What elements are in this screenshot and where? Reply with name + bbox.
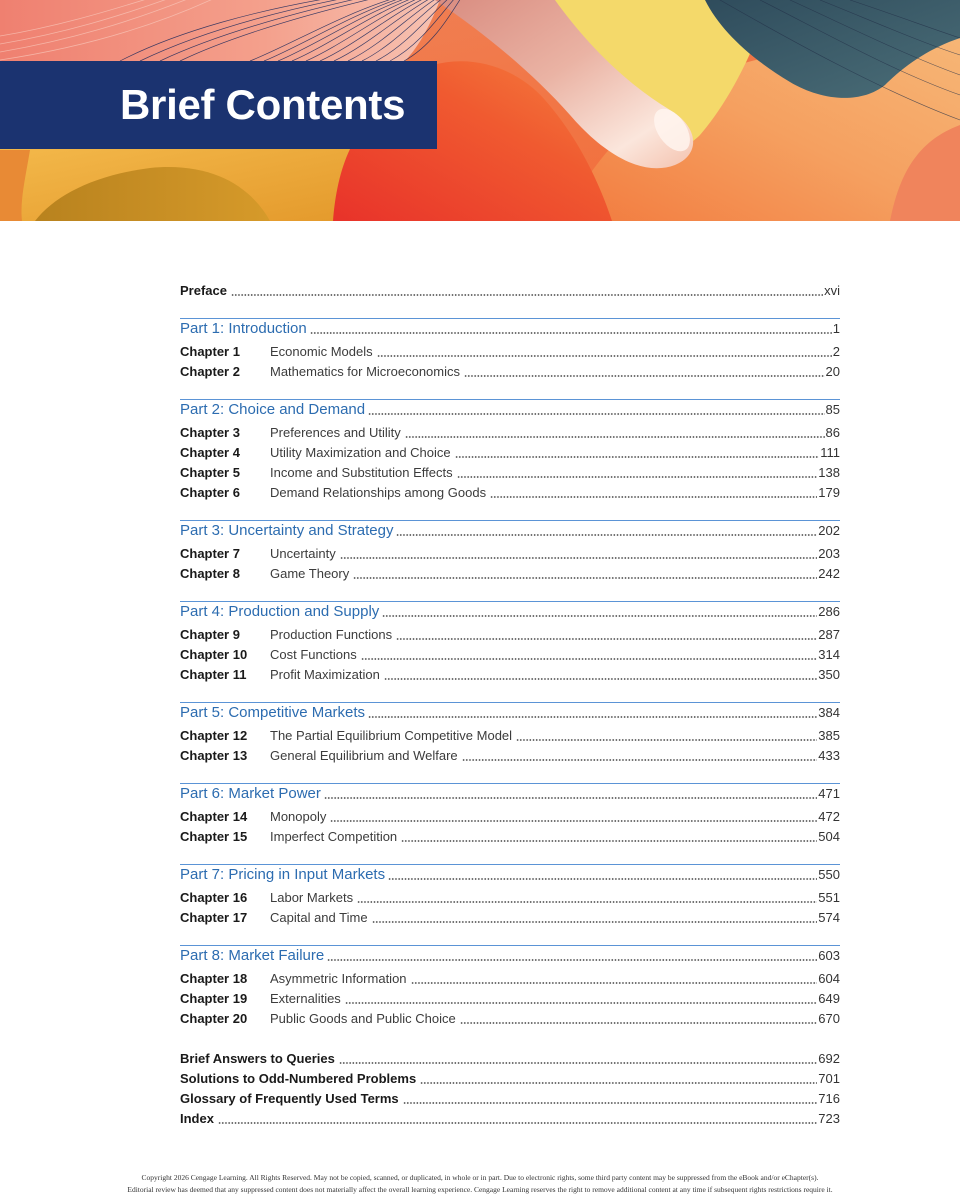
back-matter-label: Glossary of Frequently Used Terms bbox=[180, 1091, 399, 1106]
dot-leader bbox=[401, 827, 817, 847]
chapter-label: Chapter 20 bbox=[180, 1011, 248, 1026]
page-number: 350 bbox=[818, 667, 840, 682]
dot-leader bbox=[420, 1069, 817, 1089]
chapter-entry bbox=[180, 423, 840, 443]
page-number: 86 bbox=[825, 425, 840, 440]
dot-leader bbox=[361, 645, 818, 665]
chapter-list bbox=[180, 807, 840, 847]
chapter-label: Chapter 10 bbox=[180, 647, 248, 662]
chapter-label: Chapter 9 bbox=[180, 627, 240, 642]
chapter-label: Chapter 13 bbox=[180, 748, 248, 763]
copyright-line: Copyright 2026 Cengage Learning. All Rights Reserved. May not be copied, scanned, or duplicated, in whole or in part. Due to electronic rights, some third party content may be suppressed from the eBook and/or eChapter(s). bbox=[141, 1173, 819, 1182]
back-matter-entry bbox=[180, 1109, 840, 1129]
chapter-title: Imperfect Competition bbox=[270, 829, 398, 844]
part-title: Part 1: Introduction bbox=[180, 320, 307, 337]
page-number: 85 bbox=[825, 402, 840, 417]
chapter-label: Chapter 11 bbox=[180, 667, 247, 682]
page-number: 723 bbox=[818, 1111, 840, 1126]
dot-leader bbox=[405, 423, 825, 443]
chapter-label: Chapter 8 bbox=[180, 566, 240, 581]
page-number: 314 bbox=[818, 647, 840, 662]
back-matter-label: Brief Answers to Queries bbox=[180, 1051, 335, 1066]
back-matter-entry bbox=[180, 1069, 840, 1089]
part-heading-row bbox=[180, 946, 840, 965]
chapter-label: Chapter 7 bbox=[180, 546, 240, 561]
page-number: 242 bbox=[818, 566, 840, 581]
chapter-title: Cost Functions bbox=[270, 647, 357, 662]
chapter-entry bbox=[180, 544, 840, 564]
chapter-title: General Equilibrium and Welfare bbox=[270, 748, 458, 763]
chapter-title: The Partial Equilibrium Competitive Model bbox=[270, 728, 513, 743]
dot-leader bbox=[231, 281, 823, 301]
part-section bbox=[180, 318, 840, 382]
dot-leader bbox=[368, 703, 817, 722]
chapter-title: Externalities bbox=[270, 991, 341, 1006]
part-title: Part 6: Market Power bbox=[180, 785, 321, 802]
table-of-contents bbox=[180, 281, 840, 1129]
part-heading-row bbox=[180, 865, 840, 884]
dot-leader bbox=[353, 564, 817, 584]
dot-leader bbox=[372, 908, 818, 928]
chapter-entry bbox=[180, 564, 840, 584]
back-matter-entry bbox=[180, 1089, 840, 1109]
dot-leader bbox=[368, 400, 824, 419]
chapter-title: Income and Substitution Effects bbox=[270, 465, 453, 480]
part-section bbox=[180, 601, 840, 685]
page-number: xvi bbox=[824, 283, 840, 298]
chapter-entry bbox=[180, 625, 840, 645]
chapter-list bbox=[180, 423, 840, 503]
chapter-label: Chapter 1 bbox=[180, 344, 240, 359]
part-title: Part 5: Competitive Markets bbox=[180, 704, 366, 721]
dot-leader bbox=[384, 665, 817, 685]
part-heading-row bbox=[180, 319, 840, 338]
chapter-entry bbox=[180, 342, 840, 362]
chapter-title: Game Theory bbox=[270, 566, 350, 581]
page-number: 138 bbox=[818, 465, 840, 480]
chapter-title: Demand Relationships among Goods bbox=[270, 485, 487, 500]
page-number: 20 bbox=[825, 364, 840, 379]
dot-leader bbox=[457, 463, 818, 483]
part-section bbox=[180, 783, 840, 847]
dot-leader bbox=[345, 989, 817, 1009]
chapter-entry bbox=[180, 726, 840, 746]
part-section bbox=[180, 864, 840, 928]
page-number: 286 bbox=[818, 604, 840, 619]
page-number: 551 bbox=[818, 890, 840, 905]
dot-leader bbox=[218, 1109, 817, 1129]
chapter-label: Chapter 15 bbox=[180, 829, 248, 844]
page-number: 471 bbox=[818, 786, 840, 801]
chapter-entry bbox=[180, 908, 840, 928]
chapter-title: Public Goods and Public Choice bbox=[270, 1011, 456, 1026]
part-heading-row bbox=[180, 521, 840, 540]
page-number: 2 bbox=[832, 344, 840, 359]
back-matter-label: Solutions to Odd-Numbered Problems bbox=[180, 1071, 417, 1086]
dot-leader bbox=[377, 342, 832, 362]
dot-leader bbox=[464, 362, 825, 382]
dot-leader bbox=[388, 865, 817, 884]
part-heading-row bbox=[180, 602, 840, 621]
chapter-label: Chapter 17 bbox=[180, 910, 248, 925]
chapter-label: Chapter 14 bbox=[180, 809, 248, 824]
part-heading-row bbox=[180, 703, 840, 722]
chapter-title: Production Functions bbox=[270, 627, 393, 642]
page-number: 574 bbox=[818, 910, 840, 925]
part-title: Part 3: Uncertainty and Strategy bbox=[180, 522, 394, 539]
chapter-entry bbox=[180, 463, 840, 483]
chapter-list bbox=[180, 888, 840, 928]
title-box bbox=[0, 61, 437, 149]
copyright-line: Editorial review has deemed that any suppressed content does not materially affect the overall learning experience. Cengage Learning reserves the right to remove additional content at any time if subsequent rights restrictions require it. bbox=[127, 1185, 833, 1194]
page-number: 1 bbox=[832, 321, 840, 336]
dot-leader bbox=[396, 625, 817, 645]
page-number: 603 bbox=[818, 948, 840, 963]
chapter-entry bbox=[180, 665, 840, 685]
chapter-label: Chapter 6 bbox=[180, 485, 240, 500]
page-number: 716 bbox=[818, 1091, 840, 1106]
preface-entry bbox=[180, 281, 840, 301]
page-number: 701 bbox=[818, 1071, 840, 1086]
chapter-label: Chapter 2 bbox=[180, 364, 240, 379]
part-title: Part 2: Choice and Demand bbox=[180, 401, 366, 418]
dot-leader bbox=[339, 1049, 817, 1069]
chapter-entry bbox=[180, 746, 840, 766]
dot-leader bbox=[310, 319, 832, 338]
page-number: 384 bbox=[818, 705, 840, 720]
part-section bbox=[180, 702, 840, 766]
page-number: 649 bbox=[818, 991, 840, 1006]
page-number: 670 bbox=[818, 1011, 840, 1026]
chapter-title: Profit Maximization bbox=[270, 667, 380, 682]
chapter-title: Asymmetric Information bbox=[270, 971, 407, 986]
chapter-list bbox=[180, 342, 840, 382]
chapter-label: Chapter 18 bbox=[180, 971, 248, 986]
dot-leader bbox=[455, 443, 820, 463]
chapter-title: Uncertainty bbox=[270, 546, 336, 561]
dot-leader bbox=[396, 521, 817, 540]
dot-leader bbox=[340, 544, 818, 564]
chapter-label: Chapter 5 bbox=[180, 465, 240, 480]
chapter-entry bbox=[180, 888, 840, 908]
chapter-entry bbox=[180, 969, 840, 989]
page-number: 604 bbox=[818, 971, 840, 986]
chapter-title: Utility Maximization and Choice bbox=[270, 445, 451, 460]
chapter-list bbox=[180, 726, 840, 766]
chapter-title: Capital and Time bbox=[270, 910, 368, 925]
dot-leader bbox=[411, 969, 818, 989]
chapter-entry bbox=[180, 483, 840, 503]
chapter-entry bbox=[180, 645, 840, 665]
preface-label: Preface bbox=[180, 283, 227, 298]
page-number: 550 bbox=[818, 867, 840, 882]
chapter-list bbox=[180, 544, 840, 584]
page-number: 179 bbox=[818, 485, 840, 500]
part-section bbox=[180, 520, 840, 584]
chapter-title: Mathematics for Microeconomics bbox=[270, 364, 460, 379]
chapter-label: Chapter 16 bbox=[180, 890, 248, 905]
dot-leader bbox=[462, 746, 818, 766]
part-title: Part 8: Market Failure bbox=[180, 947, 325, 964]
part-heading-row bbox=[180, 400, 840, 419]
page-number: 385 bbox=[818, 728, 840, 743]
chapter-list bbox=[180, 625, 840, 685]
part-title: Part 4: Production and Supply bbox=[180, 603, 380, 620]
part-section bbox=[180, 945, 840, 1029]
chapter-entry bbox=[180, 443, 840, 463]
dot-leader bbox=[324, 784, 817, 803]
chapter-title: Monopoly bbox=[270, 809, 327, 824]
dot-leader bbox=[382, 602, 817, 621]
chapter-entry bbox=[180, 1009, 840, 1029]
chapter-title: Preferences and Utility bbox=[270, 425, 401, 440]
page-number: 111 bbox=[820, 445, 840, 460]
dot-leader bbox=[357, 888, 817, 908]
page-number: 472 bbox=[818, 809, 840, 824]
chapter-label: Chapter 12 bbox=[180, 728, 248, 743]
back-matter-list bbox=[180, 1049, 840, 1129]
back-matter-entry bbox=[180, 1049, 840, 1069]
dot-leader bbox=[330, 807, 817, 827]
dot-leader bbox=[490, 483, 817, 503]
page-number: 692 bbox=[818, 1051, 840, 1066]
chapter-label: Chapter 19 bbox=[180, 991, 248, 1006]
back-matter-label: Index bbox=[180, 1111, 214, 1126]
chapter-list bbox=[180, 969, 840, 1029]
dot-leader bbox=[460, 1009, 818, 1029]
dot-leader bbox=[327, 946, 817, 965]
page-title: Brief Contents bbox=[120, 81, 406, 128]
page-number: 504 bbox=[818, 829, 840, 844]
chapter-label: Chapter 4 bbox=[180, 445, 240, 460]
chapter-entry bbox=[180, 827, 840, 847]
page-number: 202 bbox=[818, 523, 840, 538]
chapter-title: Labor Markets bbox=[270, 890, 354, 905]
copyright-footer bbox=[0, 1172, 960, 1196]
part-title: Part 7: Pricing in Input Markets bbox=[180, 866, 386, 883]
part-section bbox=[180, 399, 840, 503]
chapter-label: Chapter 3 bbox=[180, 425, 240, 440]
part-heading-row bbox=[180, 784, 840, 803]
page-number: 203 bbox=[818, 546, 840, 561]
chapter-entry bbox=[180, 362, 840, 382]
chapter-entry bbox=[180, 807, 840, 827]
chapter-title: Economic Models bbox=[270, 344, 373, 359]
chapter-entry bbox=[180, 989, 840, 1009]
page-number: 433 bbox=[818, 748, 840, 763]
dot-leader bbox=[516, 726, 817, 746]
dot-leader bbox=[403, 1089, 818, 1109]
page-number: 287 bbox=[818, 627, 840, 642]
